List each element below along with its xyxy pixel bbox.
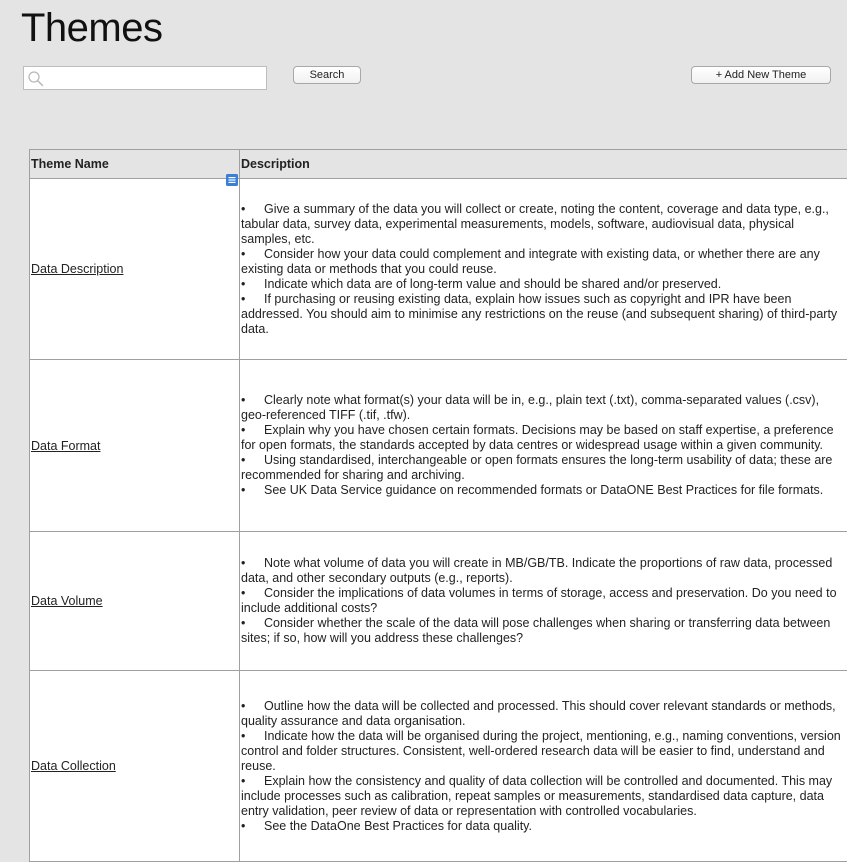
bullet-icon: •	[241, 774, 264, 789]
table-row	[30, 360, 847, 532]
description-bullet: • Clearly note what format(s) your data will be in, e.g., plain text (.txt), comma-separated values (.csv), geo-referenced TIFF (.tif, .tfw).	[241, 393, 844, 423]
description-bullet: • Explain how the consistency and quality of data collection will be controlled and documented. This may include processes such as calibration, repeat samples or measurements, standardised data capture, data entry validation, peer review of data or representation with controlled vocabularies.	[241, 774, 844, 819]
list-icon[interactable]	[226, 174, 238, 186]
bullet-icon: •	[241, 202, 264, 217]
bullet-icon: •	[241, 277, 264, 292]
bullet-icon: •	[241, 699, 264, 714]
bullet-icon: •	[241, 483, 264, 498]
description-cell	[240, 532, 847, 671]
column-header-theme-name: Theme Name	[30, 150, 240, 179]
themes-table	[29, 149, 847, 862]
description-bullet: • Explain why you have chosen certain formats. Decisions may be based on staff expertise, a preference for open formats, the standards accepted by data centres or widespread usage within a given community.	[241, 423, 844, 453]
bullet-icon: •	[241, 247, 264, 262]
search-input[interactable]	[46, 69, 260, 87]
theme-name-cell	[30, 179, 240, 360]
description-cell	[240, 671, 847, 862]
description-bullet: • Indicate which data are of long-term value and should be shared and/or preserved.	[241, 277, 844, 292]
theme-link-data-description[interactable]: Data Description	[30, 262, 123, 276]
table-header-row	[30, 150, 847, 179]
description-bullet: • If purchasing or reusing existing data, explain how issues such as copyright and IPR have been addressed. You should aim to minimise any restrictions on the reuse (and subsequent sharing) of third-party data.	[241, 292, 844, 337]
description-bullet: • See UK Data Service guidance on recommended formats or DataONE Best Practices for file formats.	[241, 483, 844, 498]
bullet-icon: •	[241, 292, 264, 307]
description-bullet: • Consider how your data could complement and integrate with existing data, or whether there are any existing data or methods that you could reuse.	[241, 247, 844, 277]
description-cell	[240, 179, 847, 360]
theme-name-cell	[30, 360, 240, 532]
description-bullet: • Give a summary of the data you will collect or create, noting the content, coverage and data type, e.g., tabular data, survey data, experimental measurements, models, software, audiovisual data, physical samples, etc.	[241, 202, 844, 247]
description-bullet: • Using standardised, interchangeable or open formats ensures the long-term usability of data; these are recommended for sharing and archiving.	[241, 453, 844, 483]
bullet-icon: •	[241, 729, 264, 744]
theme-link-data-collection[interactable]: Data Collection	[30, 759, 116, 773]
search-icon	[27, 70, 45, 88]
page-title: Themes	[21, 6, 163, 51]
add-new-theme-button[interactable]: + Add New Theme	[691, 66, 831, 84]
bullet-icon: •	[241, 423, 264, 438]
table-row	[30, 179, 847, 360]
column-header-description: Description	[240, 150, 847, 179]
bullet-icon: •	[241, 616, 264, 631]
table-row	[30, 671, 847, 862]
bullet-icon: •	[241, 453, 264, 468]
theme-name-cell	[30, 532, 240, 671]
search-button[interactable]: Search	[293, 66, 361, 84]
description-bullet: • Consider whether the scale of the data will pose challenges when sharing or transferring data between sites; if so, how will you address these challenges?	[241, 616, 844, 646]
bullet-icon: •	[241, 393, 264, 408]
description-bullet: • Consider the implications of data volumes in terms of storage, access and preservation. Do you need to include additional costs?	[241, 586, 844, 616]
theme-link-data-format[interactable]: Data Format	[30, 439, 100, 453]
theme-link-data-volume[interactable]: Data Volume	[30, 594, 103, 608]
table-row	[30, 532, 847, 671]
theme-name-cell	[30, 671, 240, 862]
bullet-icon: •	[241, 586, 264, 601]
description-bullet: • Outline how the data will be collected and processed. This should cover relevant standards or methods, quality assurance and data organisation.	[241, 699, 844, 729]
description-bullet: • See the DataOne Best Practices for data quality.	[241, 819, 844, 834]
bullet-icon: •	[241, 556, 264, 571]
bullet-icon: •	[241, 819, 264, 834]
description-bullet: • Note what volume of data you will create in MB/GB/TB. Indicate the proportions of raw data, processed data, and other secondary outputs (e.g., reports).	[241, 556, 844, 586]
description-bullet: • Indicate how the data will be organised during the project, mentioning, e.g., naming conventions, version control and folder structures. Consistent, well-ordered research data will be easier to find, understand and reuse.	[241, 729, 844, 774]
description-cell	[240, 360, 847, 532]
search-box[interactable]	[23, 66, 267, 90]
